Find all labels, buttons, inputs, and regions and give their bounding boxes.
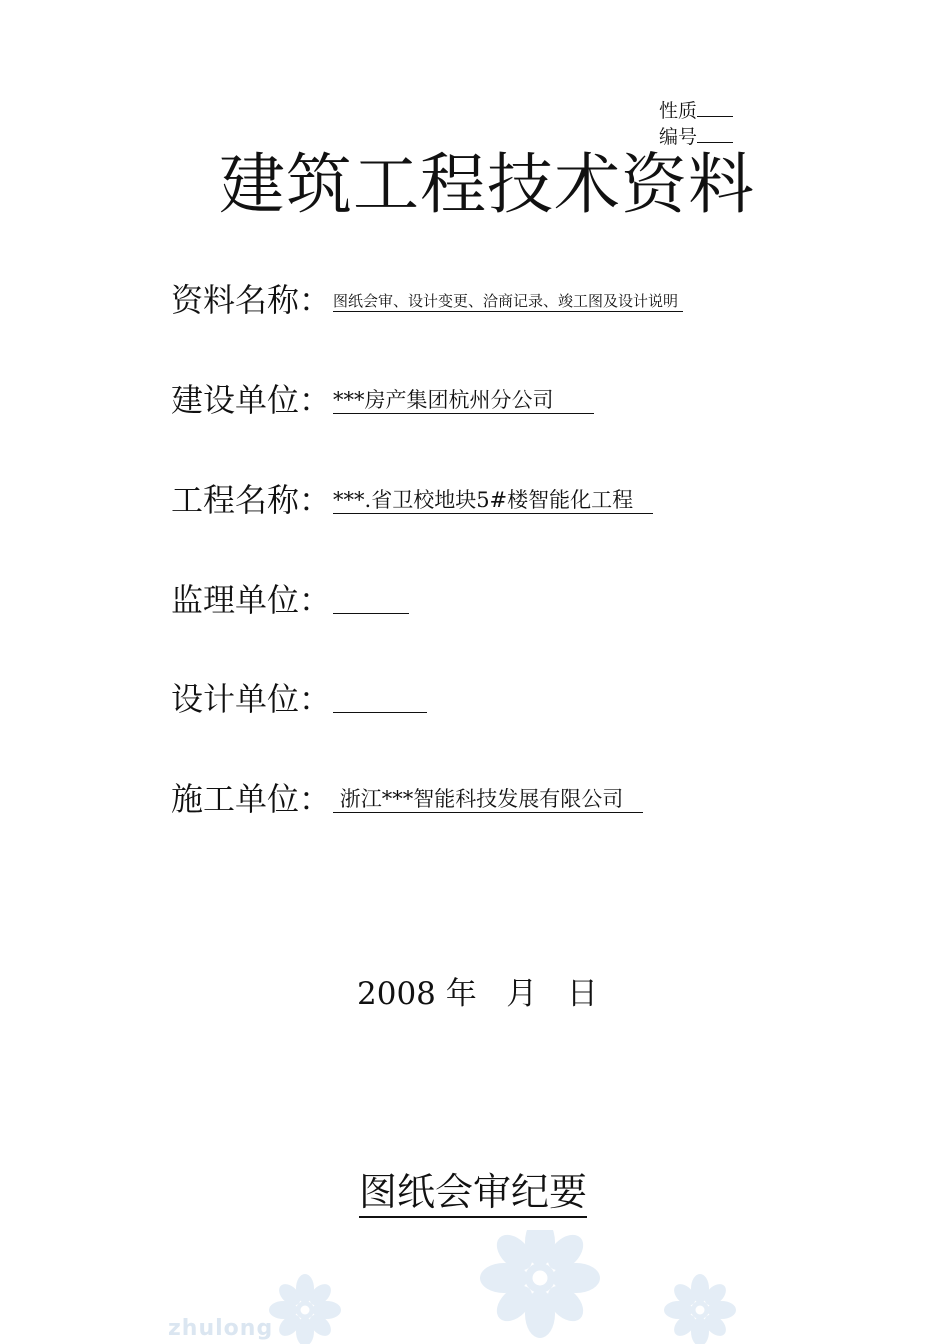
nature-label: 性质: [659, 100, 698, 122]
nature-field: [659, 98, 733, 123]
field-contractor-unit: [171, 779, 643, 819]
field-value: [333, 690, 427, 713]
field-construction-unit: [171, 380, 594, 420]
field-value: 图纸会审、设计变更、洽商记录、竣工图及设计说明: [333, 292, 683, 310]
nature-blank: [697, 98, 733, 117]
field-label: 监理单位：: [171, 581, 332, 619]
field-value: 浙江***智能科技发展有限公司: [333, 787, 644, 811]
watermark: [0, 1230, 950, 1344]
section-title: 图纸会审纪要: [359, 1168, 587, 1218]
field-document-name: [171, 280, 683, 320]
field-label: 建设单位：: [171, 381, 332, 419]
field-label: 资料名称：: [171, 281, 332, 319]
field-label: 施工单位：: [171, 780, 332, 818]
number-label: 编号: [659, 126, 698, 148]
field-value: ***房产集团杭州分公司: [333, 388, 594, 412]
field-design-unit: [171, 679, 427, 719]
watermark-text: zhulong: [168, 1316, 274, 1341]
document-title: 建筑工程技术资料: [219, 146, 755, 223]
field-project-name: [171, 480, 653, 520]
number-blank: [697, 124, 733, 143]
field-value: ***.省卫校地块5#楼智能化工程: [333, 488, 654, 512]
field-supervision-unit: [171, 580, 409, 620]
field-value: [333, 591, 409, 614]
watermark-snowflake-icon: [0, 1230, 950, 1344]
field-label: 设计单位：: [171, 680, 332, 718]
field-label: 工程名称：: [171, 481, 332, 519]
document-date: 2008 年 月 日: [357, 976, 598, 1012]
